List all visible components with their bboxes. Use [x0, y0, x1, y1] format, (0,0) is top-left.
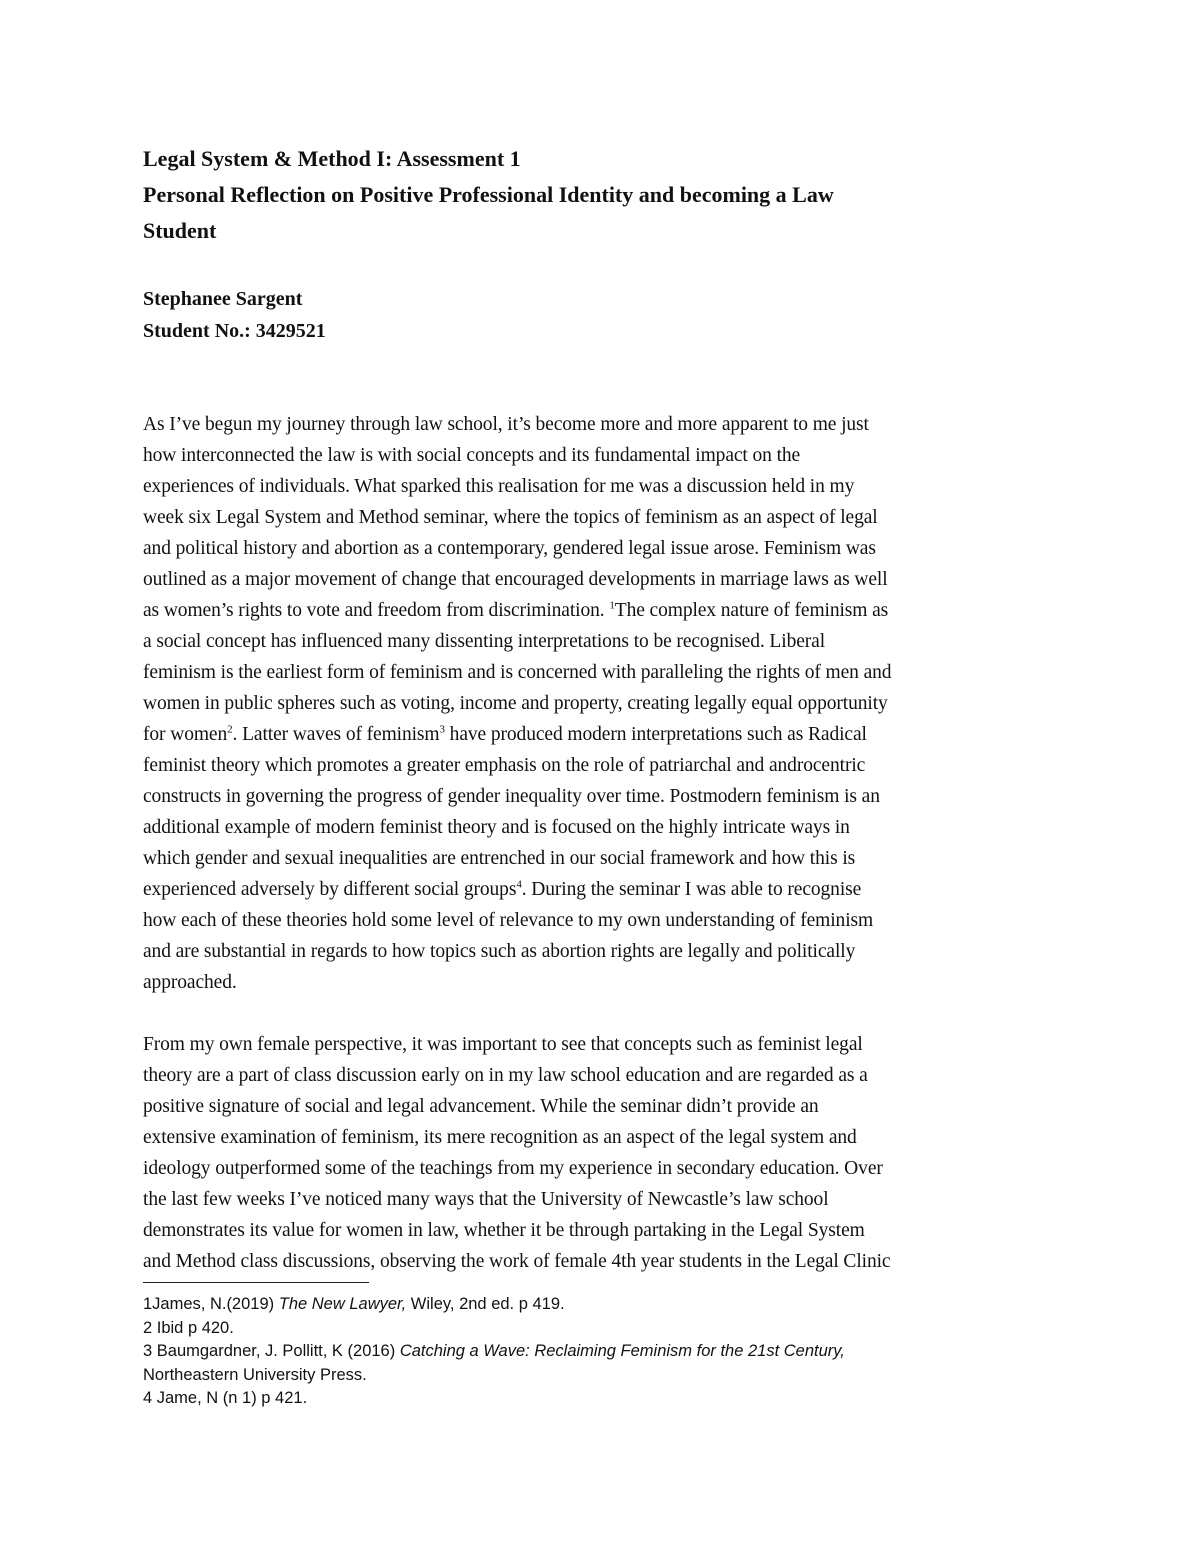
paragraph-line: experiences of individuals. What sparked this realisation for me was a discussion held in my: [143, 476, 855, 497]
paragraph-line: feminism is the earliest form of feminism and is concerned with paralleling the rights of men and: [143, 662, 892, 683]
paragraph-line: and are substantial in regards to how topics such as abortion rights are legally and politically: [143, 941, 856, 962]
footnote-4: 4 Jame, N (n 1) p 421.: [143, 1389, 308, 1407]
paragraph-line: positive signature of social and legal advancement. While the seminar didn’t provide an: [143, 1096, 819, 1117]
author-name: Stephanee Sargent: [143, 288, 303, 310]
footnote-book-title: The New Lawyer,: [278, 1295, 407, 1313]
assessment-title: Legal System & Method I: Assessment 1: [143, 146, 521, 171]
footnote-2: 2 Ibid p 420.: [143, 1318, 234, 1337]
footnote-1: [143, 1293, 1073, 1317]
reflection-title-line-2: Student: [143, 218, 217, 243]
paragraph-line: and political history and abortion as a contemporary, gendered legal issue arose. Feminism was: [143, 538, 876, 559]
paragraph-1: [143, 409, 1068, 998]
paragraph-line: women in public spheres such as voting, income and property, creating legally equal opportunity: [143, 693, 888, 714]
footnote-book-title: Catching a Wave: Reclaiming Feminism for the 21st Century,: [399, 1342, 845, 1360]
student-number: Student No.: 3429521: [143, 320, 326, 342]
reflection-title-line-1: Personal Reflection on Positive Professional Identity and becoming a Law: [143, 182, 834, 207]
paragraph-line: how interconnected the law is with social concepts and its fundamental impact on the: [143, 445, 801, 466]
paragraph-line: week six Legal System and Method seminar, where the topics of feminism as an aspect of legal: [143, 507, 878, 528]
author-block: [143, 283, 1073, 347]
paragraph-line: the last few weeks I’ve noticed many ways that the University of Newcastle’s law school: [143, 1189, 829, 1210]
paragraph-line: theory are a part of class discussion early on in my law school education and are regarded as a: [143, 1065, 868, 1086]
footnote-ref-4[interactable]: 4: [516, 878, 522, 891]
paragraph-line: From my own female perspective, it was important to see that concepts such as feminist legal: [143, 1034, 863, 1055]
paragraph-line: ideology outperformed some of the teachings from my experience in secondary education. Over: [143, 1158, 883, 1179]
body-text: [143, 409, 1068, 1277]
paragraph-line: [143, 595, 1068, 626]
footnote-ref-3[interactable]: 3: [439, 723, 445, 736]
paragraph-line: feminist theory which promotes a greater emphasis on the role of patriarchal and androcentric: [143, 755, 866, 776]
paragraph-line: [143, 874, 1068, 905]
footnotes: [143, 1293, 1073, 1411]
paragraph-line: [143, 719, 1068, 750]
title-block: [143, 141, 1073, 249]
footnote-ref-1[interactable]: 1: [609, 599, 615, 612]
footnote-3-continued: Northeastern University Press.: [143, 1365, 367, 1384]
paragraph-2: [143, 1029, 1068, 1277]
paragraph-line: demonstrates its value for women in law, whether it be through partaking in the Legal System: [143, 1220, 865, 1241]
paragraph-line: which gender and sexual inequalities are entrenched in our social framework and how this is: [143, 848, 856, 869]
paragraph-line: approached.: [143, 972, 237, 993]
footnote-text: 1James, N.(2019): [143, 1295, 279, 1313]
paragraph-line: As I’ve begun my journey through law school, it’s become more and more apparent to me just: [143, 414, 869, 435]
paragraph-line: extensive examination of feminism, its mere recognition as an aspect of the legal system and: [143, 1127, 857, 1148]
footnote-3: [143, 1340, 1073, 1364]
footnote-text: 3 Baumgardner, J. Pollitt, K (2016): [143, 1342, 400, 1360]
paragraph-line: constructs in governing the progress of gender inequality over time. Postmodern feminism is an: [143, 786, 880, 807]
paragraph-spacer: [143, 998, 1068, 1029]
line-text: The complex nature of feminism as: [614, 600, 889, 621]
footnote-separator: [143, 1282, 369, 1283]
footnote-ref-2[interactable]: 2: [227, 723, 233, 736]
line-text: experienced adversely by different social groups: [143, 879, 517, 900]
line-text: . During the seminar I was able to recognise: [521, 879, 862, 900]
line-text: for women: [143, 724, 228, 745]
line-text: as women’s rights to vote and freedom from discrimination.: [143, 600, 605, 621]
paragraph-line: how each of these theories hold some level of relevance to my own understanding of feminism: [143, 910, 874, 931]
paragraph-line: a social concept has influenced many dissenting interpretations to be recognised. Liberal: [143, 631, 826, 652]
paragraph-line: and Method class discussions, observing the work of female 4th year students in the Legal Clinic: [143, 1251, 891, 1272]
paragraph-line: outlined as a major movement of change that encouraged developments in marriage laws as well: [143, 569, 888, 590]
footnote-text: Wiley, 2nd ed. p 419.: [406, 1295, 565, 1313]
line-text: have produced modern interpretations such as Radical: [444, 724, 867, 745]
paragraph-line: additional example of modern feminist theory and is focused on the highly intricate ways in: [143, 817, 850, 838]
line-text: . Latter waves of feminism: [232, 724, 440, 745]
